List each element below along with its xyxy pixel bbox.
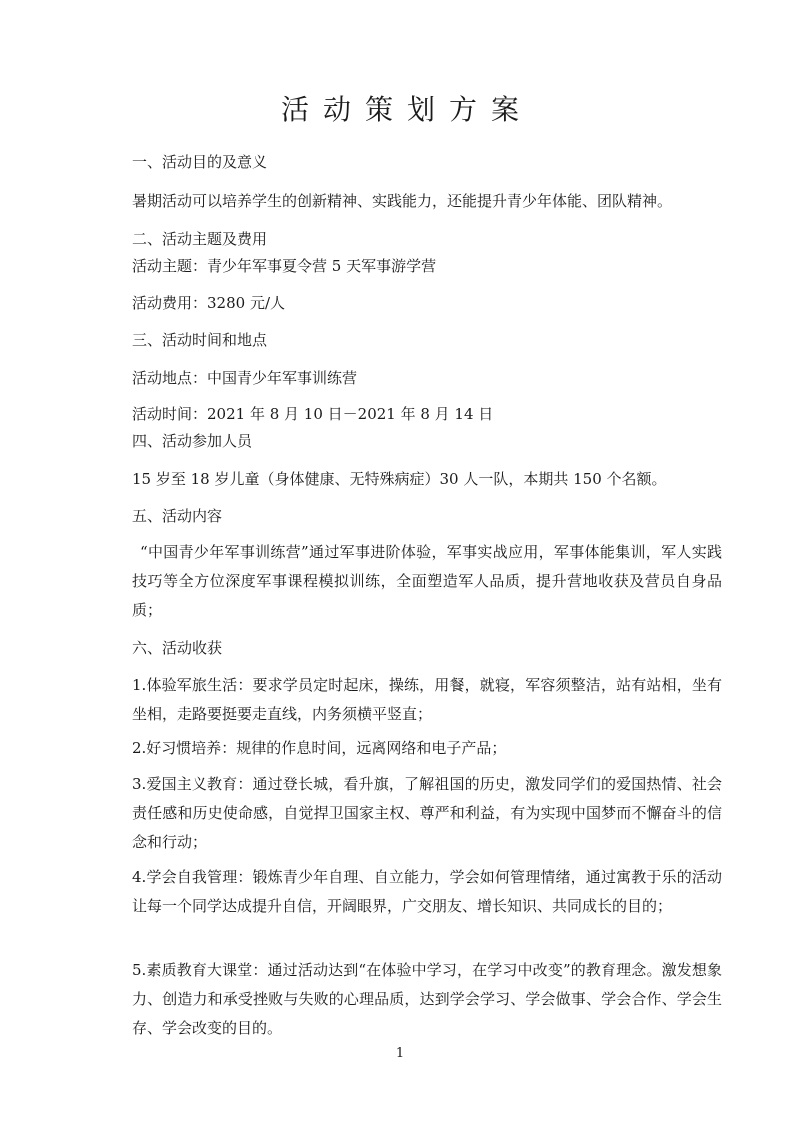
gain-item-5: 5.素质教育大课堂：通过活动达到“在体验中学习，在学习中改变”的教育理念。激发想象力、创造力和承受挫败与失败的心理品质，达到学会学习、学会做事、学会合作、学会生存、学会改变的目的。 bbox=[132, 961, 722, 1037]
gain-item-3: 3.爱国主义教育：通过登长城，看升旗，了解祖国的历史，激发同学们的爱国热情、社会责任感和历史使命感，自觉捍卫国家主权、尊严和利益，有为实现中国梦而不懈奋斗的信念和行动； bbox=[132, 775, 722, 851]
section-6-heading: 六、活动收获 bbox=[132, 639, 223, 657]
activity-fee: 活动费用：3280 元/人 bbox=[132, 294, 285, 312]
section-1-heading: 一、活动目的及意义 bbox=[132, 153, 268, 171]
gain-item-4: 4.学会自我管理：锻炼青少年自理、自立能力，学会如何管理情绪，通过寓教于乐的活动让每一个同学达成提升自信，开阔眼界，广交朋友、增长知识、共同成长的目的； bbox=[132, 868, 722, 915]
section-4-text: 15 岁至 18 岁儿童（身体健康、无特殊病症）30 人一队，本期共 150 个名额。 bbox=[132, 470, 667, 488]
activity-place: 活动地点：中国青少年军事训练营 bbox=[132, 369, 358, 387]
document-title: 活动策划方案 bbox=[280, 93, 533, 126]
section-5-heading: 五、活动内容 bbox=[132, 507, 223, 525]
section-2-heading: 二、活动主题及费用 bbox=[132, 230, 268, 248]
activity-theme: 活动主题：青少年军事夏令营 5 天军事游学营 bbox=[132, 257, 437, 275]
section-3-heading: 三、活动时间和地点 bbox=[132, 331, 268, 349]
page-number: 1 bbox=[395, 1046, 405, 1061]
gain-item-2: 2.好习惯培养：规律的作息时间，远离网络和电子产品； bbox=[132, 739, 507, 757]
section-4-heading: 四、活动参加人员 bbox=[132, 432, 253, 450]
section-5-text: “中国青少年军事训练营”通过军事进阶体验，军事实战应用，军事体能集训，军人实践技巧等全方位深度军事课程模拟训练，全面塑造军人品质，提升营地收获及营员自身品质； bbox=[132, 543, 722, 619]
activity-time: 活动时间：2021 年 8 月 10 日－2021 年 8 月 14 日 bbox=[132, 405, 494, 423]
gain-item-1: 1.体验军旅生活：要求学员定时起床，操练，用餐，就寝，军容须整洁，站有站相，坐有坐相，走路要挺要走直线，内务须横平竖直； bbox=[132, 676, 722, 723]
section-1-text: 暑期活动可以培养学生的创新精神、实践能力，还能提升青少年体能、团队精神。 bbox=[132, 192, 673, 210]
